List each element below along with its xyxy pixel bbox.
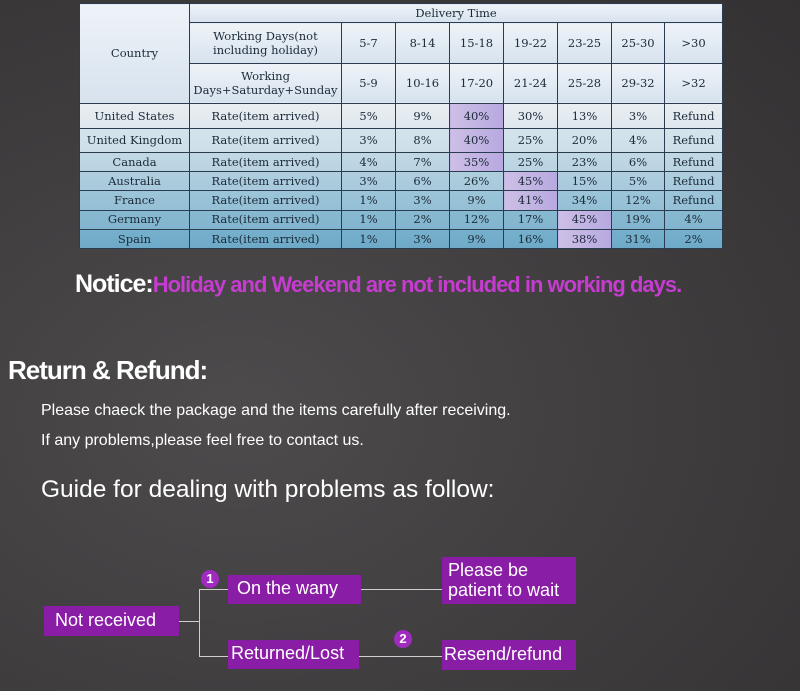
country-header: Country (80, 4, 190, 104)
on-the-way-box: On the wany (228, 575, 361, 604)
country-cell: Spain (80, 229, 190, 248)
rate-cell: 3% (342, 128, 396, 152)
connector (361, 589, 442, 590)
table-row (80, 172, 723, 191)
rate-cell: 9% (450, 229, 504, 248)
calendar-days-range: >32 (665, 63, 723, 103)
calendar-days-range: 17-20 (450, 63, 504, 103)
rate-cell: 6% (396, 172, 450, 191)
rate-cell: Refund (665, 152, 723, 171)
working-days-range: >30 (665, 23, 723, 63)
delivery-rate-table (79, 3, 723, 249)
rate-cell: Refund (665, 172, 723, 191)
rate-cell: 45% (558, 210, 612, 229)
rate-label-cell: Rate(item arrived) (190, 191, 342, 210)
country-cell: Australia (80, 172, 190, 191)
rate-cell: 20% (558, 128, 612, 152)
country-cell: United States (80, 104, 190, 128)
rate-cell: 8% (396, 128, 450, 152)
rate-cell: 19% (612, 210, 665, 229)
country-cell: United Kingdom (80, 128, 190, 152)
rate-cell: 31% (612, 229, 665, 248)
instruction-line-2: If any problems,please feel free to contact us. (41, 432, 364, 449)
delivery-time-header: Delivery Time (190, 4, 723, 23)
calendar-days-range: 21-24 (504, 63, 558, 103)
country-cell: Canada (80, 152, 190, 171)
working-days-range: 19-22 (504, 23, 558, 63)
rate-cell: 41% (504, 191, 558, 210)
connector (199, 589, 228, 590)
rate-cell: 13% (558, 104, 612, 128)
rate-cell: 26% (450, 172, 504, 191)
connector (179, 621, 199, 622)
rate-cell: 25% (504, 128, 558, 152)
working-days-range: 25-30 (612, 23, 665, 63)
table-row (80, 104, 723, 128)
working-days-label: Working Days(not including holiday) (190, 23, 342, 63)
rate-cell: 1% (342, 210, 396, 229)
rate-cell: 1% (342, 229, 396, 248)
rate-cell: 4% (612, 128, 665, 152)
working-days-range: 8-14 (396, 23, 450, 63)
rate-label-cell: Rate(item arrived) (190, 128, 342, 152)
rate-cell: 1% (342, 191, 396, 210)
rate-label-cell: Rate(item arrived) (190, 172, 342, 191)
rate-cell: 12% (612, 191, 665, 210)
notice-label: Notice: (75, 270, 153, 298)
rate-cell: 4% (665, 210, 723, 229)
rate-cell: 4% (342, 152, 396, 171)
rate-cell: 3% (396, 191, 450, 210)
country-cell: France (80, 191, 190, 210)
country-cell: Germany (80, 210, 190, 229)
returned-lost-box: Returned/Lost (228, 640, 359, 669)
table-row (80, 128, 723, 152)
calendar-days-label: Working Days+Saturday+Sunday (190, 63, 342, 103)
table-row (80, 210, 723, 229)
rate-cell: Refund (665, 104, 723, 128)
connector (199, 656, 228, 657)
patient-wait-box: Please be patient to wait (442, 557, 576, 604)
rate-cell: 5% (342, 104, 396, 128)
rate-cell: 7% (396, 152, 450, 171)
step-1-badge: 1 (201, 570, 219, 588)
rate-cell: 35% (450, 152, 504, 171)
rate-cell: 15% (558, 172, 612, 191)
rate-cell: 23% (558, 152, 612, 171)
rate-cell: 30% (504, 104, 558, 128)
instruction-line-1: Please chaeck the package and the items carefully after receiving. (41, 402, 511, 419)
calendar-days-range: 10-16 (396, 63, 450, 103)
notice-text: Holiday and Weekend are not included in working days. (152, 272, 682, 297)
notice (75, 270, 681, 299)
rate-label-cell: Rate(item arrived) (190, 210, 342, 229)
rate-cell: 2% (396, 210, 450, 229)
rate-label-cell: Rate(item arrived) (190, 104, 342, 128)
rate-cell: 25% (504, 152, 558, 171)
rate-cell: 17% (504, 210, 558, 229)
calendar-days-range: 25-28 (558, 63, 612, 103)
step-2-badge: 2 (394, 630, 412, 648)
rate-cell: 38% (558, 229, 612, 248)
resend-refund-box: Resend/refund (442, 640, 576, 670)
connector (199, 589, 200, 657)
rate-label-cell: Rate(item arrived) (190, 152, 342, 171)
rate-cell: Refund (665, 128, 723, 152)
table-row (80, 191, 723, 210)
rate-cell: 9% (396, 104, 450, 128)
rate-cell: 3% (612, 104, 665, 128)
rate-cell: 3% (342, 172, 396, 191)
rate-cell: 34% (558, 191, 612, 210)
rate-cell: 45% (504, 172, 558, 191)
rate-cell: 5% (612, 172, 665, 191)
rate-label-cell: Rate(item arrived) (190, 229, 342, 248)
rate-cell: 9% (450, 191, 504, 210)
calendar-days-range: 29-32 (612, 63, 665, 103)
rate-cell: 6% (612, 152, 665, 171)
return-refund-heading: Return & Refund: (8, 355, 208, 385)
rate-cell: Refund (665, 191, 723, 210)
calendar-days-range: 5-9 (342, 63, 396, 103)
table-row (80, 229, 723, 248)
rate-cell: 40% (450, 128, 504, 152)
rate-cell: 3% (396, 229, 450, 248)
guide-heading: Guide for dealing with problems as follow: (41, 476, 495, 503)
table-row (80, 152, 723, 171)
working-days-range: 15-18 (450, 23, 504, 63)
rate-cell: 40% (450, 104, 504, 128)
working-days-range: 23-25 (558, 23, 612, 63)
working-days-range: 5-7 (342, 23, 396, 63)
not-received-box: Not received (44, 606, 179, 636)
rate-cell: 12% (450, 210, 504, 229)
rate-cell: 16% (504, 229, 558, 248)
rate-cell: 2% (665, 229, 723, 248)
connector (359, 656, 442, 657)
